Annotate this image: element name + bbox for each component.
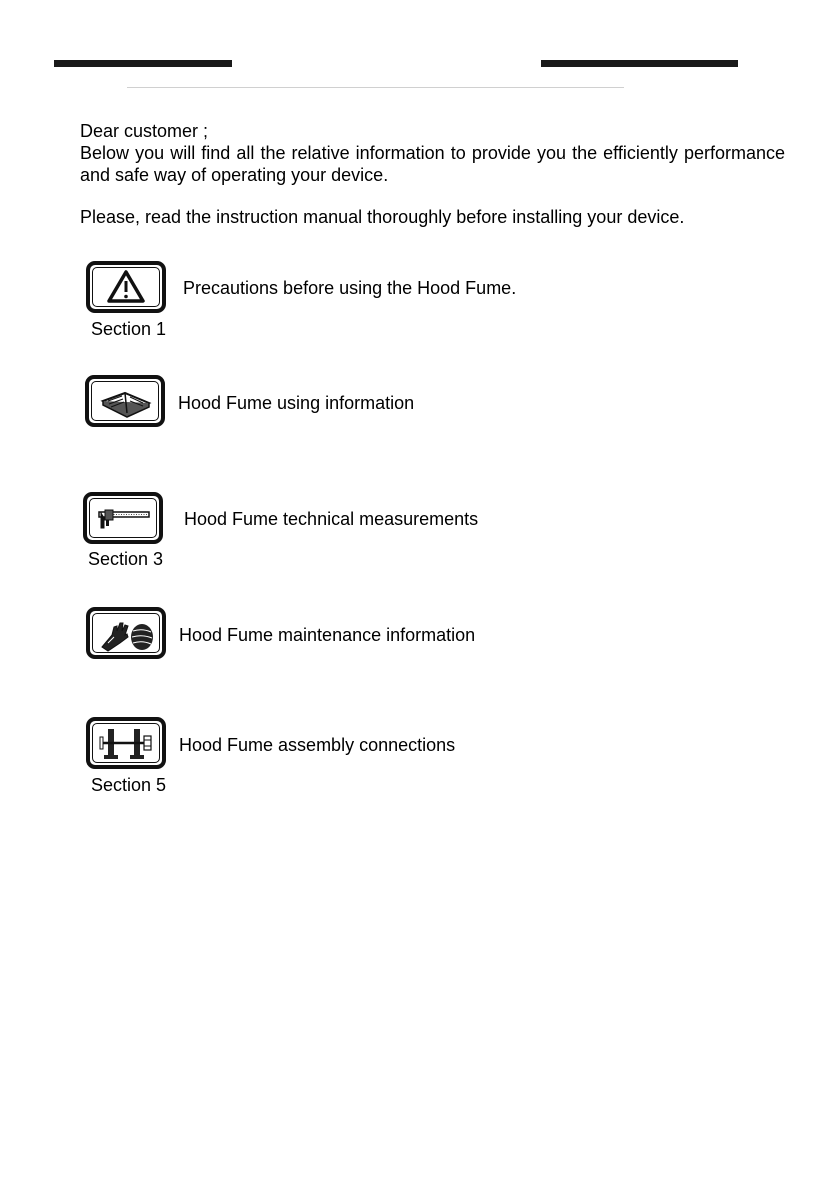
intro-paragraph: Below you will find all the relative information to provide you the efficiently performance and safe way of operating your device. xyxy=(80,143,785,185)
read-manual-notice: Please, read the instruction manual thoroughly before installing your device. xyxy=(80,207,685,227)
section-3-label: Section 3 xyxy=(88,549,164,569)
section-4-title: Hood Fume maintenance information xyxy=(179,625,476,645)
section-1-title: Precautions before using the Hood Fume. xyxy=(183,278,517,298)
open-book-icon xyxy=(85,375,165,427)
header-bar-right xyxy=(541,60,738,67)
greeting-text: Dear customer ; xyxy=(80,121,209,141)
section-3-title: Hood Fume technical measurements xyxy=(184,509,479,529)
header-bar-left xyxy=(54,60,232,67)
section-5-label: Section 5 xyxy=(91,775,167,795)
bracket-assembly-icon xyxy=(86,717,166,769)
warning-triangle-icon xyxy=(86,261,166,313)
section-2-title: Hood Fume using information xyxy=(178,393,415,413)
section-5-title: Hood Fume assembly connections xyxy=(179,735,456,755)
glove-sponge-icon xyxy=(86,607,166,659)
caliper-icon xyxy=(83,492,163,544)
section-1-label: Section 1 xyxy=(91,319,167,339)
header-rule xyxy=(127,87,624,88)
